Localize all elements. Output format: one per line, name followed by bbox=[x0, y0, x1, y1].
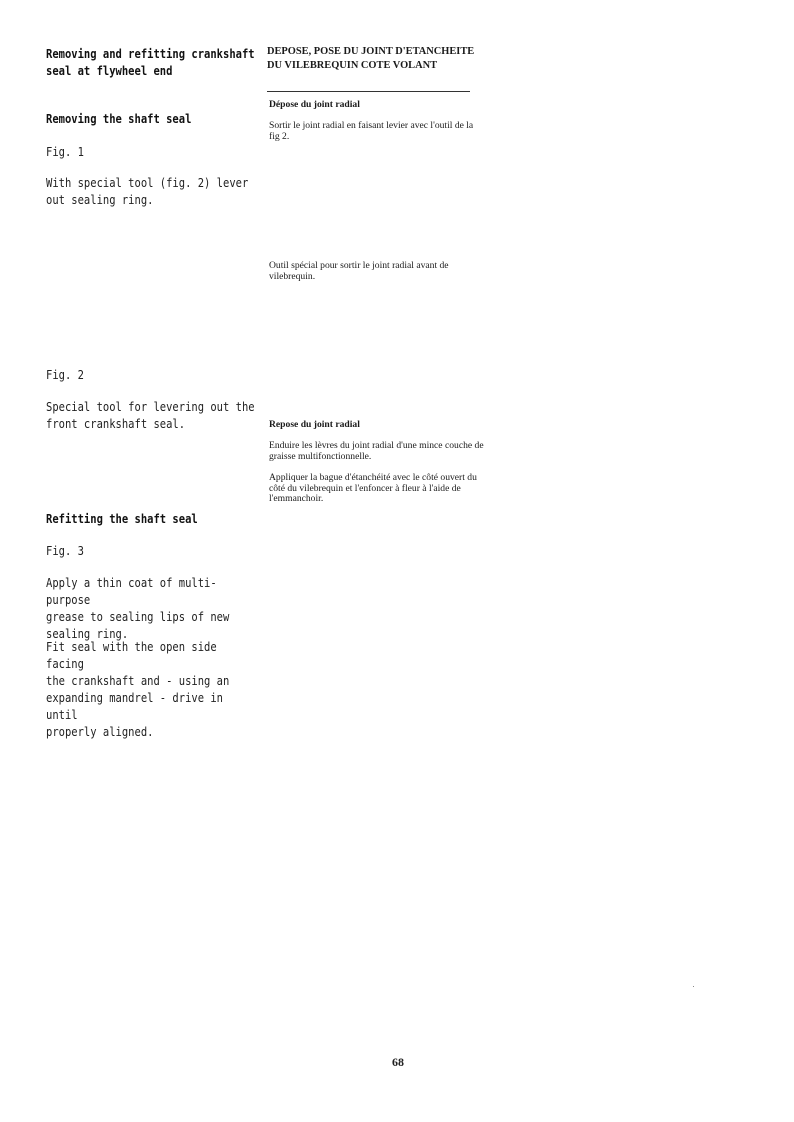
french-repose-heading: Repose du joint radial bbox=[269, 419, 360, 430]
page-number: 68 bbox=[392, 1055, 404, 1069]
english-fig3-text-1: Apply a thin coat of multi-purpose grease to sealing lips of new sealing ring. bbox=[46, 575, 230, 641]
english-fig3-label: Fig. 3 bbox=[46, 543, 84, 558]
english-fig2-text: Special tool for levering out the front crankshaft seal. bbox=[46, 399, 255, 431]
french-outil-text: Outil spécial pour sortir le joint radial avant de vilebrequin. bbox=[269, 260, 449, 282]
scan-speck bbox=[693, 986, 694, 987]
english-section-title: Removing and refitting crankshaft seal at flywheel end bbox=[46, 46, 255, 78]
french-section-title-line1: DEPOSE, POSE DU JOINT D'ETANCHEITE bbox=[267, 46, 475, 57]
french-depose-text: Sortir le joint radial en faisant levier avec l'outil de la fig 2. bbox=[269, 120, 474, 142]
english-refitting-heading: Refitting the shaft seal bbox=[46, 511, 198, 526]
english-fig3-text-2: Fit seal with the open side facing the crankshaft and - using an expanding mandrel - drive in until properly aligned. bbox=[46, 639, 230, 739]
french-depose-heading: Dépose du joint radial bbox=[269, 99, 360, 110]
french-repose-text-1: Enduire les lèvres du joint radial d'une mince couche de graisse multifonctionnelle. bbox=[269, 440, 484, 462]
english-fig2-label: Fig. 2 bbox=[46, 367, 84, 382]
english-fig1-label: Fig. 1 bbox=[46, 144, 84, 159]
french-repose-text-2: Appliquer la bague d'étanchéité avec le côté ouvert du côté du vilebrequin et l'enfoncer à fleur à l'aide de l'emmanchoir. bbox=[269, 472, 477, 504]
english-fig1-text: With special tool (fig. 2) lever out sealing ring. bbox=[46, 175, 249, 207]
french-section-title-line2: DU VILEBREQUIN COTE VOLANT bbox=[267, 60, 438, 71]
french-title-rule bbox=[267, 91, 470, 92]
english-removing-heading: Removing the shaft seal bbox=[46, 111, 192, 126]
